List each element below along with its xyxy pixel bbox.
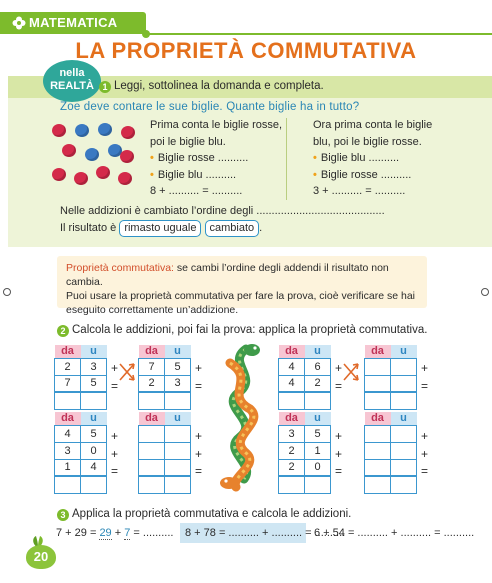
page-number: 20 [26, 545, 56, 569]
equals-sign: = [111, 464, 119, 478]
cell: 1 [305, 442, 331, 459]
cell: 4 [55, 425, 81, 442]
cell: 2 [55, 358, 81, 375]
cell: 4 [81, 459, 107, 476]
exercise-3-instruction: Applica la proprietà commutativa e calcola le addizioni. [72, 508, 352, 520]
plus-sign: + [195, 361, 203, 375]
right-line-1: Ora prima conta le biglie [313, 119, 433, 131]
exercise-1-question: Zoe deve contare le sue biglie. Quante biglie ha in tutto? [60, 101, 360, 113]
swap-arrows-icon [342, 360, 362, 386]
badge-line-2: REALTÀ [50, 80, 94, 92]
property-text [66, 261, 421, 317]
equals-sign: = [195, 379, 203, 393]
answer-cell[interactable] [165, 425, 191, 442]
tens-header: da [365, 412, 391, 425]
property-line-2: Puoi usare la proprietà commutativa per fare la prova, cioè verificare se hai [66, 290, 416, 302]
answer-cell[interactable] [391, 392, 417, 409]
tens-header: da [279, 412, 305, 425]
answer-cell[interactable] [391, 425, 417, 442]
tens-header: da [139, 345, 165, 358]
choice-cambiato[interactable]: cambiato [205, 220, 260, 237]
answer-cell[interactable] [165, 459, 191, 476]
sentence-2-period: . [259, 222, 263, 234]
answer-cell[interactable] [279, 392, 305, 409]
left-item-1 [150, 150, 285, 167]
answer-cell[interactable] [391, 476, 417, 493]
answer-cell[interactable] [365, 392, 391, 409]
choice-rimasto-uguale[interactable]: rimasto uguale [119, 220, 201, 237]
bullet-icon: • [150, 168, 154, 181]
cell: 3 [55, 442, 81, 459]
equation-1-lhs: 7 + 29 = [56, 527, 100, 539]
cell: 5 [165, 358, 191, 375]
section-label: MATEMATICA [29, 15, 118, 30]
units-header: u [305, 412, 331, 425]
blue-marble [85, 148, 99, 161]
cell: 4 [279, 375, 305, 392]
property-line-1 [66, 261, 421, 289]
right-item-1-text[interactable]: Biglie blu .......... [320, 152, 400, 164]
registration-mark-right [481, 288, 489, 296]
red-marble [52, 124, 66, 137]
equals-sign: = [421, 464, 429, 478]
units-header: u [81, 345, 107, 358]
cell: 0 [305, 459, 331, 476]
cell: 5 [81, 425, 107, 442]
answer-cell[interactable] [279, 476, 305, 493]
equation-1-answer-b[interactable]: 7 [124, 527, 131, 539]
property-label: Proprietà commutativa: [66, 262, 174, 274]
tens-header: da [365, 345, 391, 358]
red-marble [121, 126, 135, 139]
cell: 5 [305, 425, 331, 442]
swap-arrows-icon [118, 360, 138, 386]
equals-sign: = [335, 464, 343, 478]
property-line-1-rest: se cambi l’ordine degli addendi il risultato non cambia. [66, 262, 389, 288]
exercise-2-instruction: Calcola le addizioni, poi fai la prova: applica la proprietà commutativa. [72, 324, 428, 336]
red-marble [96, 166, 110, 179]
marbles-illustration [50, 122, 140, 190]
cell: 0 [81, 442, 107, 459]
addition-table-2 [138, 345, 191, 410]
answer-cell[interactable] [139, 425, 165, 442]
plus-sign: + [335, 429, 343, 443]
bullet-icon: • [150, 152, 154, 164]
equals-sign: = [111, 379, 119, 393]
right-sum[interactable]: 3 + .......... = .......... [313, 185, 406, 197]
left-item-2 [150, 167, 285, 184]
cell: 6 [305, 358, 331, 375]
answer-cell[interactable] [305, 392, 331, 409]
exercise-1-number: 1 [99, 81, 111, 93]
plus-sign: + [111, 447, 119, 461]
header-rule [146, 33, 492, 35]
answer-cell[interactable] [165, 476, 191, 493]
red-marble [120, 150, 134, 163]
answer-cell[interactable] [391, 375, 417, 392]
left-line-1: Prima conta le biglie rosse, [150, 119, 283, 131]
equation-1-plus: + [111, 527, 125, 539]
units-header: u [391, 345, 417, 358]
red-marble [74, 172, 88, 185]
addition-table-6 [138, 412, 191, 494]
answer-cell[interactable] [365, 476, 391, 493]
blue-marble [75, 124, 89, 137]
blue-marble [98, 123, 112, 136]
cell: 3 [81, 358, 107, 375]
plus-sign: + [111, 429, 119, 443]
exercise-2-number: 2 [57, 325, 69, 337]
plus-sign: + [195, 429, 203, 443]
units-header: u [391, 412, 417, 425]
cell: 4 [279, 358, 305, 375]
answer-cell[interactable] [81, 392, 107, 409]
exercise-1-left-column [150, 117, 285, 200]
plus-sign: + [335, 361, 343, 375]
exercise-1-instruction: Leggi, sottolinea la domanda e completa. [114, 80, 324, 92]
answer-cell[interactable] [391, 442, 417, 459]
section-tab [0, 12, 146, 34]
cell: 2 [279, 442, 305, 459]
answer-cell[interactable] [139, 476, 165, 493]
plus-sign: + [335, 447, 343, 461]
flower-icon [12, 16, 26, 30]
units-header: u [81, 412, 107, 425]
answer-cell[interactable] [391, 358, 417, 375]
nella-realta-badge [43, 60, 101, 102]
answer-cell[interactable] [55, 392, 81, 409]
answer-cell[interactable] [165, 392, 191, 409]
addition-table-3 [278, 345, 331, 410]
equation-1-answer-a[interactable]: 29 [99, 527, 112, 539]
answer-cell[interactable] [305, 476, 331, 493]
answer-cell[interactable] [365, 358, 391, 375]
exercise-3-number: 3 [57, 509, 69, 521]
column-divider [286, 118, 287, 200]
addition-table-1 [54, 345, 107, 410]
plus-sign: + [421, 447, 429, 461]
cell: 5 [81, 375, 107, 392]
equals-sign: = [335, 379, 343, 393]
addition-table-7 [278, 412, 331, 494]
right-item-2-text[interactable]: Biglie rosse .......... [320, 168, 412, 181]
answer-cell[interactable] [391, 459, 417, 476]
addition-table-8 [364, 412, 417, 494]
plus-sign: + [195, 447, 203, 461]
sentence-1[interactable]: Nelle addizioni è cambiato l’ordine degli .......................................... [60, 205, 385, 217]
answer-cell[interactable] [165, 442, 191, 459]
sentence-2 [60, 220, 480, 237]
left-item-1-text[interactable]: Biglie rosse .......... [157, 152, 249, 164]
registration-mark-left [3, 288, 11, 296]
answer-cell[interactable] [365, 375, 391, 392]
exercise-1-right-column [313, 117, 483, 200]
cell: 7 [139, 358, 165, 375]
snakes-illustration [216, 343, 270, 493]
left-sum[interactable]: 8 + .......... = .......... [150, 185, 243, 197]
addition-table-4 [364, 345, 417, 410]
answer-cell[interactable] [55, 476, 81, 493]
property-line-3: eseguito correttamente un’addizione. [66, 304, 239, 316]
right-line-2: blu, poi le biglie rosse. [313, 135, 422, 148]
cell: 3 [165, 375, 191, 392]
equation-2[interactable]: 8 + 78 = .......... + .......... = .......... [185, 527, 346, 539]
answer-cell[interactable] [365, 425, 391, 442]
units-header: u [305, 345, 331, 358]
left-item-2-text[interactable]: Biglie blu .......... [157, 168, 237, 181]
tens-header: da [55, 412, 81, 425]
equation-1 [56, 525, 178, 542]
tens-header: da [279, 345, 305, 358]
tens-header: da [139, 412, 165, 425]
units-header: u [165, 412, 191, 425]
answer-cell[interactable] [365, 459, 391, 476]
equals-sign: = [195, 464, 203, 478]
equals-sign: = [421, 379, 429, 393]
header-rule-dot [142, 30, 150, 38]
answer-cell[interactable] [139, 459, 165, 476]
cell: 2 [139, 375, 165, 392]
cell: 2 [305, 375, 331, 392]
left-line-2: poi le biglie blu. [150, 135, 226, 148]
red-marble [52, 168, 66, 181]
red-marble [118, 172, 132, 185]
answer-cell[interactable] [81, 476, 107, 493]
cell: 2 [279, 459, 305, 476]
cell: 1 [55, 459, 81, 476]
right-item-2 [313, 167, 483, 184]
answer-cell[interactable] [365, 442, 391, 459]
badge-line-1: nella [59, 67, 85, 79]
plus-sign: + [421, 429, 429, 443]
cell: 7 [55, 375, 81, 392]
addition-table-5 [54, 412, 107, 494]
units-header: u [165, 345, 191, 358]
plus-sign: + [421, 361, 429, 375]
bullet-icon: • [313, 152, 317, 164]
cell: 3 [279, 425, 305, 442]
tens-header: da [55, 345, 81, 358]
page-title: LA PROPRIETÀ COMMUTATIVA [75, 38, 417, 63]
answer-cell[interactable] [139, 392, 165, 409]
equation-1-result[interactable]: = .......... [130, 527, 174, 539]
right-item-1 [313, 150, 483, 167]
sentence-2-text: Il risultato è [60, 222, 117, 234]
answer-cell[interactable] [139, 442, 165, 459]
red-marble [62, 144, 76, 157]
bullet-icon: • [313, 168, 317, 181]
equation-3[interactable]: 6 + 54 = .......... + .......... = .......... [314, 527, 475, 539]
plus-sign: + [111, 361, 119, 375]
